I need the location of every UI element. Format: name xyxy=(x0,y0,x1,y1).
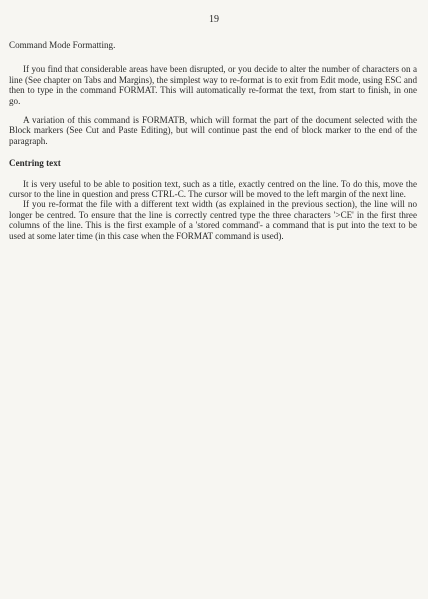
paragraph-centring-ctrl-c: It is very useful to be able to position text, such as a title, exactly centred on the line. To do this, move the cursor to the line in question and press CTRL-C. The cursor will be moved to the left margin of the next line. xyxy=(9,178,417,200)
section-heading-centring-text: Centring text xyxy=(9,158,61,169)
intro-heading: Command Mode Formatting. xyxy=(9,40,116,50)
page-number: 19 xyxy=(209,14,219,25)
paragraph-formatb-command: A variation of this command is FORMATB, which will format the part of the document selected with the Block markers (See Cut and Paste Editing), but will continue past the end of block marker to the end of the paragraph. xyxy=(9,115,417,146)
paragraph-format-command: If you find that considerable areas have been disrupted, or you decide to alter the number of characters on a line (See chapter on Tabs and Margins), the simplest way to re-format is to exit from Edit mode, using ESC and then to type in the command FORMAT. This will automatically re-format the text, from start to finish, in one go. xyxy=(9,64,417,106)
page-content xyxy=(9,40,417,250)
paragraph-stored-command: If you re-format the file with a different text width (as explained in the previous section), the line will no longer be centred. To ensure that the line is correctly centred type the three characters '>CE' in the first three columns of the line. This is the first example of a 'stored command'- a command that is put into the text to be used at some later time (in this case when the FORMAT command is used). xyxy=(9,199,417,241)
